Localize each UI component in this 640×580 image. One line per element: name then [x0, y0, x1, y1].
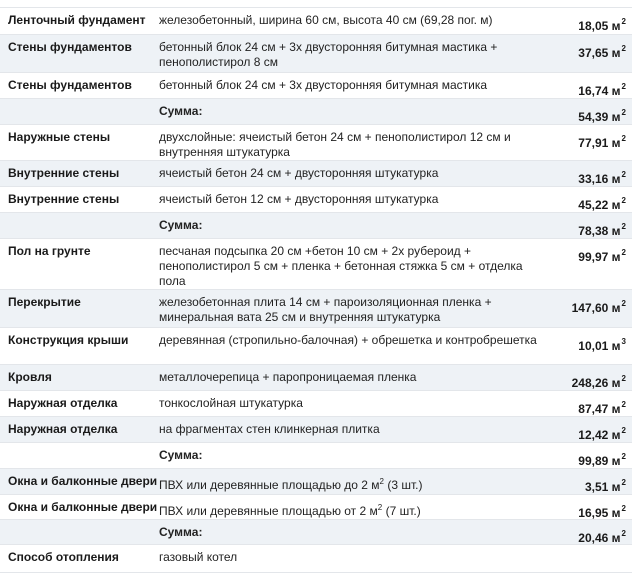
sum-label: Сумма: [159, 218, 203, 232]
table-row [0, 391, 632, 417]
row-name: Внутренние стены [8, 166, 120, 180]
area-value: 16,95 $м^2$ [578, 504, 626, 520]
sum-label: Сумма: [159, 525, 203, 539]
sum-value: 54,39 $м^2$ [578, 108, 626, 124]
row-name: Конструкция крыши [8, 333, 129, 347]
sum-label: Сумма: [159, 448, 203, 462]
row-description: на фрагментах стен клинкерная плитка [159, 422, 380, 436]
sum-row [0, 213, 632, 239]
sum-value: 78,38 $м^2$ [578, 222, 626, 238]
row-description: железобетонный, ширина 60 см, высота 40 см (69,28 пог. м) [159, 13, 493, 27]
row-description: железобетонная плита 14 см + пароизоляционная пленка + минеральная вата 25 см и внутренняя штукатурка [159, 295, 492, 324]
table-row [0, 187, 632, 213]
row-name: Наружная отделка [8, 422, 118, 436]
table-row [0, 495, 632, 520]
sum-row [0, 99, 632, 125]
table-row [0, 7, 632, 35]
table-row [0, 239, 632, 290]
row-name: Пол на грунте [8, 244, 91, 258]
row-description: песчаная подсыпка 20 см +бетон 10 см + 2х рубероид + пенополистирол 5 см + пленка + бетонная стяжка 5 см + отделка пола [159, 244, 523, 288]
table-row [0, 545, 632, 573]
row-name: Окна и балконные двери [8, 500, 158, 514]
row-description: ПВХ или деревянные площадью от 2 $м^2$ (7 шт.) [159, 503, 421, 518]
area-value: 3,51 $м^2$ [584, 478, 626, 494]
row-name: Наружные стены [8, 130, 111, 144]
sum-value: 20,46 $м^2$ [578, 529, 626, 545]
area-value: 77,91 $м^2$ [578, 134, 626, 150]
table-row [0, 125, 632, 161]
area-value: 18,05 $м^2$ [578, 17, 626, 33]
row-description: бетонный блок 24 см + 3х двусторонняя битумная мастика [159, 78, 488, 92]
sum-row [0, 520, 632, 545]
table-row [0, 469, 632, 495]
area-value: 99,97 $м^2$ [578, 248, 626, 264]
row-name: Наружная отделка [8, 396, 118, 410]
area-value: 87,47 $м^2$ [578, 400, 626, 416]
row-description: бетонный блок 24 см + 3х двусторонняя битумная мастика + пенополистирол 8 см [159, 40, 498, 69]
area-value: 12,42 $м^2$ [578, 426, 626, 442]
table-row [0, 290, 632, 328]
row-description: двухслойные: ячеистый бетон 24 см + пенополистирол 12 см и внутренняя штукатурка [159, 130, 511, 159]
row-description: тонкослойная штукатурка [159, 396, 303, 410]
area-value: 37,65 $м^2$ [578, 44, 626, 60]
table-row [0, 417, 632, 443]
area-value: 16,74 $м^2$ [578, 82, 626, 98]
row-name: Внутренние стены [8, 192, 120, 206]
sum-value: 99,89 $м^2$ [578, 452, 626, 468]
row-name: Стены фундаментов [8, 78, 132, 92]
table-row [0, 35, 632, 73]
row-description: металлочерепица + паропроницаемая пленка [159, 370, 417, 384]
row-description: ПВХ или деревянные площадью до 2 $м^2$ (3 шт.) [159, 477, 423, 492]
row-name: Перекрытие [8, 295, 81, 309]
table-row [0, 365, 632, 391]
row-description: газовый котел [159, 550, 238, 564]
row-description: деревянная (стропильно-балочная) + обрешетка и контробрешетка [159, 333, 537, 347]
area-value: 10,01 $м^3$ [578, 337, 626, 353]
sum-label: Сумма: [159, 104, 203, 118]
row-name: Кровля [8, 370, 52, 384]
area-value: 147,60 $м^2$ [571, 299, 626, 315]
table-row [0, 73, 632, 99]
area-value: 45,22 $м^2$ [578, 196, 626, 212]
row-name: Ленточный фундамент [8, 13, 146, 27]
row-description: ячеистый бетон 24 см + двусторонняя штукатурка [159, 166, 439, 180]
row-name: Окна и балконные двери [8, 474, 158, 488]
row-name: Способ отопления [8, 550, 119, 564]
table-row [0, 328, 632, 365]
row-description: ячеистый бетон 12 см + двусторонняя штукатурка [159, 192, 439, 206]
area-value: 248,26 $м^2$ [571, 374, 626, 390]
area-value: 33,16 $м^2$ [578, 170, 626, 186]
row-name: Стены фундаментов [8, 40, 132, 54]
sum-row [0, 443, 632, 469]
table-row [0, 161, 632, 187]
